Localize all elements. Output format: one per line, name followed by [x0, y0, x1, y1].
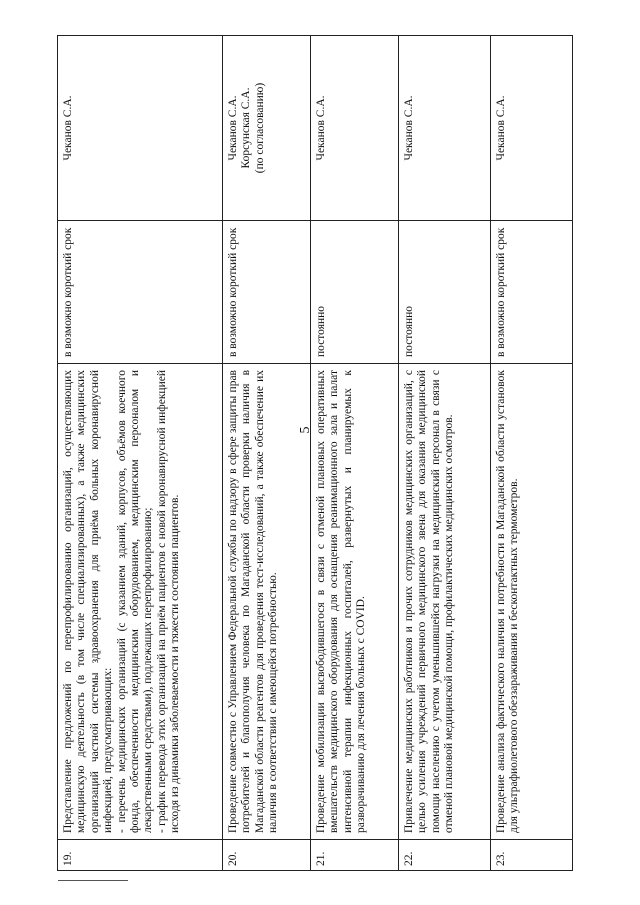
row-description [58, 364, 223, 840]
row-description [311, 364, 399, 840]
row-number: 22. [399, 840, 491, 871]
row-term: в возможно короткий срок [491, 221, 573, 364]
table-row [223, 36, 311, 871]
row-term: в возможно короткий срок [223, 221, 311, 364]
description-line: - график перевода этих организаций на приём пациентов с новой коронавирусной инфекцией исходя из динамики заболеваемости и тяжести состояния пациентов. [155, 370, 182, 833]
responsible-line: Чеканов С.А. [227, 95, 239, 161]
row-term: постоянно [399, 221, 491, 364]
description-line: Проведение анализа фактического наличия и потребности в Магаданской области установок для ультрафиолетового обеззараживания и бесконтактных термометров. [495, 370, 521, 833]
row-number: 23. [491, 840, 573, 871]
row-responsible [311, 36, 399, 221]
footnote-divider [58, 880, 128, 881]
row-responsible [223, 36, 311, 221]
responsible-line: Чеканов С.А. [495, 95, 507, 161]
row-responsible [399, 36, 491, 221]
row-term: в возможно короткий срок [58, 221, 223, 364]
responsible-line: Чеканов С.А. [315, 95, 327, 161]
row-responsible [58, 36, 223, 221]
table-row [399, 36, 491, 871]
table-row [311, 36, 399, 871]
row-number: 19. [58, 840, 223, 871]
row-description [399, 364, 491, 840]
row-term: постоянно [311, 221, 399, 364]
responsible-line: (по согласованию) [253, 82, 266, 174]
row-description [223, 364, 311, 840]
description-line: Представление предложений по перепрофилированию организаций, осуществляющих медицинскую деятельность (в том числе специализированных), а также медицинских организаций частной системы здравоохранения для приёма больных коронавирусной инфекцией, предусматривающих: [62, 370, 115, 833]
description-line: Проведение совместно с Управлением Федеральной службы по надзору в сфере защиты прав потребителей и благополучия человека по Магаданской области проверки наличия в Магаданской области реагентов для проведения тест-исследований, а также обеспечение их наличия в соответствии с имеющейся потребностью. [227, 370, 280, 833]
table-row [491, 36, 573, 871]
row-number: 21. [311, 840, 399, 871]
description-line: - перечень медицинских организаций (с указанием зданий, корпусов, объёмов коечного фонда, обеспеченности медицинским оборудованием, медицинским персоналом и лекарственными средствами), подлежащих перепрофилированию; [115, 370, 155, 833]
measures-table [57, 35, 573, 871]
row-description [491, 364, 573, 840]
description-line: Проведение мобилизации высвободившегося в связи с отменой плановых оперативных вмешательств медицинского оборудования для оснащения реанимационного зала и палат интенсивной терапии инфекционных госпиталей, развернутых и планируемых к разворачиванию для лечения больных с COVID. [315, 370, 368, 833]
description-line: Привлечение медицинских работников и прочих сотрудников медицинских организаций, с целью усиления учреждений первичного медицинского звена для оказания медицинской помощи населению с учетом уменьшившейся нагрузки на медицинский персонал в связи с отменой плановой медицинской помощи, профилактических медицинских осмотров. [403, 370, 456, 833]
responsible-line: Корсунская С.А. [240, 87, 253, 169]
table-row [58, 36, 223, 871]
rotated-table-container [57, 36, 572, 871]
row-number: 20. [223, 840, 311, 871]
page-number: 5 [298, 426, 313, 434]
responsible-line: Чеканов С.А. [403, 95, 415, 161]
responsible-line: Чеканов С.А. [62, 95, 74, 161]
row-responsible [491, 36, 573, 221]
